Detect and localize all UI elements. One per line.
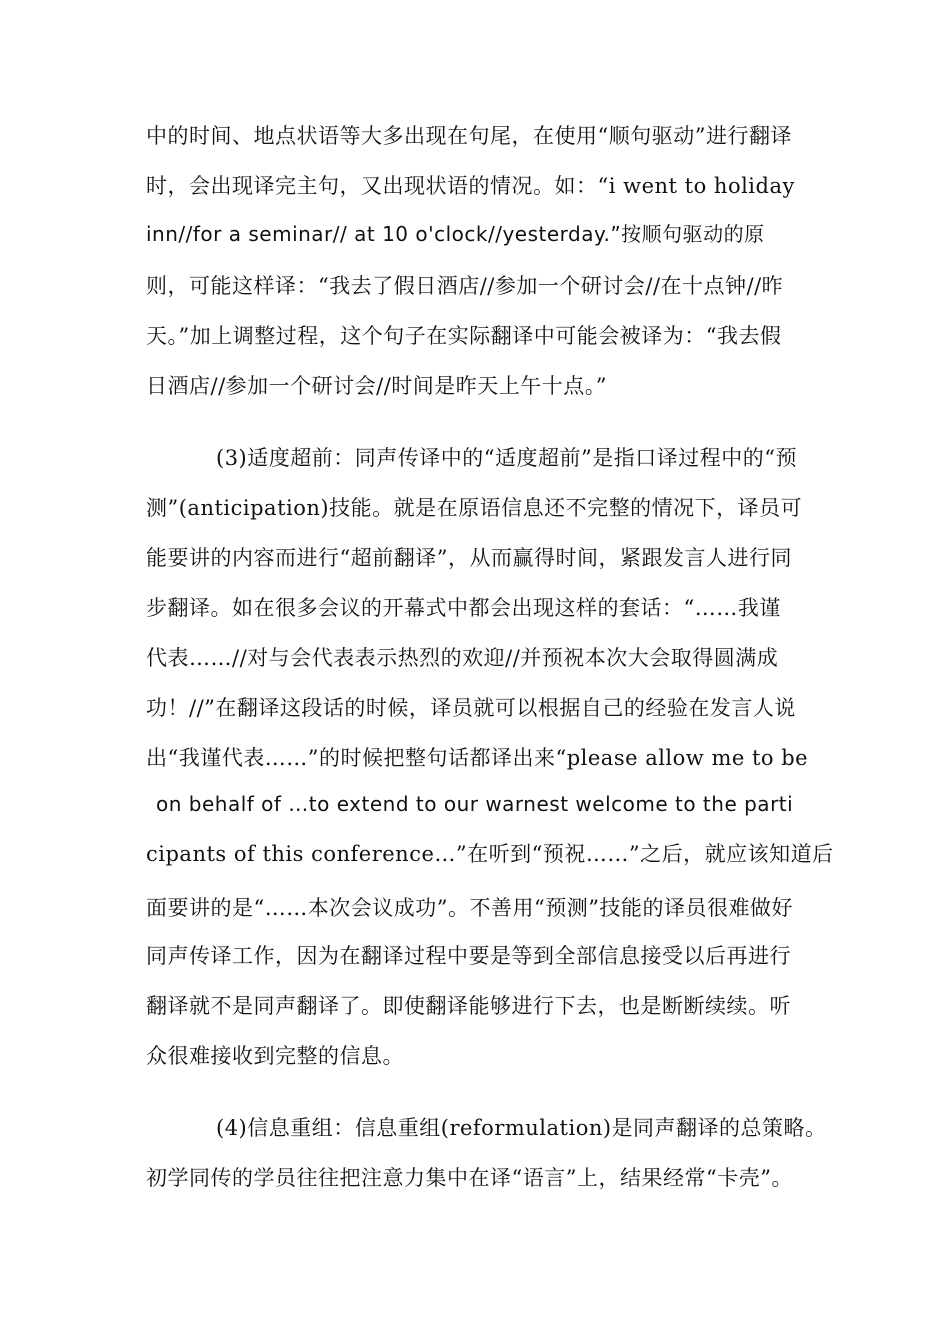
text-line: inn//for a seminar// at 10 o'clock//yesterday.”按顺句驱动的原 xyxy=(146,222,765,246)
text-line: 代表……//对与会代表表示热烈的欢迎//并预祝本次大会取得圆满成 xyxy=(146,646,779,670)
paragraph-3-heading-line: (3)适度超前：同声传译中的“适度超前”是指口译过程中的“预 xyxy=(216,446,797,470)
text-line: cipants of this conference…”在听到“预祝……”之后，就应该知道后 xyxy=(146,842,834,866)
text-line: 则，可能这样译：“我去了假日酒店//参加一个研讨会//在十点钟//昨 xyxy=(146,274,784,298)
text-line: 日酒店//参加一个研讨会//时间是昨天上午十点。” xyxy=(146,374,608,398)
text-line: 功！//”在翻译这段话的时候，译员就可以根据自己的经验在发言人说 xyxy=(146,696,796,720)
text-line: on behalf of …to extend to our warnest welcome to the parti xyxy=(156,792,794,816)
text-line: 翻译就不是同声翻译了。即使翻译能够进行下去，也是断断续续。听 xyxy=(146,994,791,1018)
text-line: 众很难接收到完整的信息。 xyxy=(146,1044,404,1068)
text-line: 面要讲的是“……本次会议成功”。不善用“预测”技能的译员很难做好 xyxy=(146,896,793,920)
text-line: 天。”加上调整过程，这个句子在实际翻译中可能会被译为：“我去假 xyxy=(146,324,782,348)
text-line: 出“我谨代表……”的时候把整句话都译出来“please allow me to be xyxy=(146,746,809,770)
text-line: 时，会出现译完主句，又出现状语的情况。如：“i went to holiday xyxy=(146,174,795,198)
text-line: 同声传译工作，因为在翻译过程中要是等到全部信息接受以后再进行 xyxy=(146,944,791,968)
text-line: 中的时间、地点状语等大多出现在句尾，在使用“顺句驱动”进行翻译 xyxy=(146,124,792,148)
paragraph-4-heading-line: (4)信息重组：信息重组(reformulation)是同声翻译的总策略。 xyxy=(216,1116,827,1140)
text-line: 测”(anticipation)技能。就是在原语信息还不完整的情况下，译员可 xyxy=(146,496,803,520)
text-line: 初学同传的学员往往把注意力集中在译“语言”上，结果经常“卡壳”。 xyxy=(146,1166,793,1190)
text-line: 能要讲的内容而进行“超前翻译”，从而赢得时间，紧跟发言人进行同 xyxy=(146,546,792,570)
text-line: 步翻译。如在很多会议的开幕式中都会出现这样的套话：“……我谨 xyxy=(146,596,781,620)
